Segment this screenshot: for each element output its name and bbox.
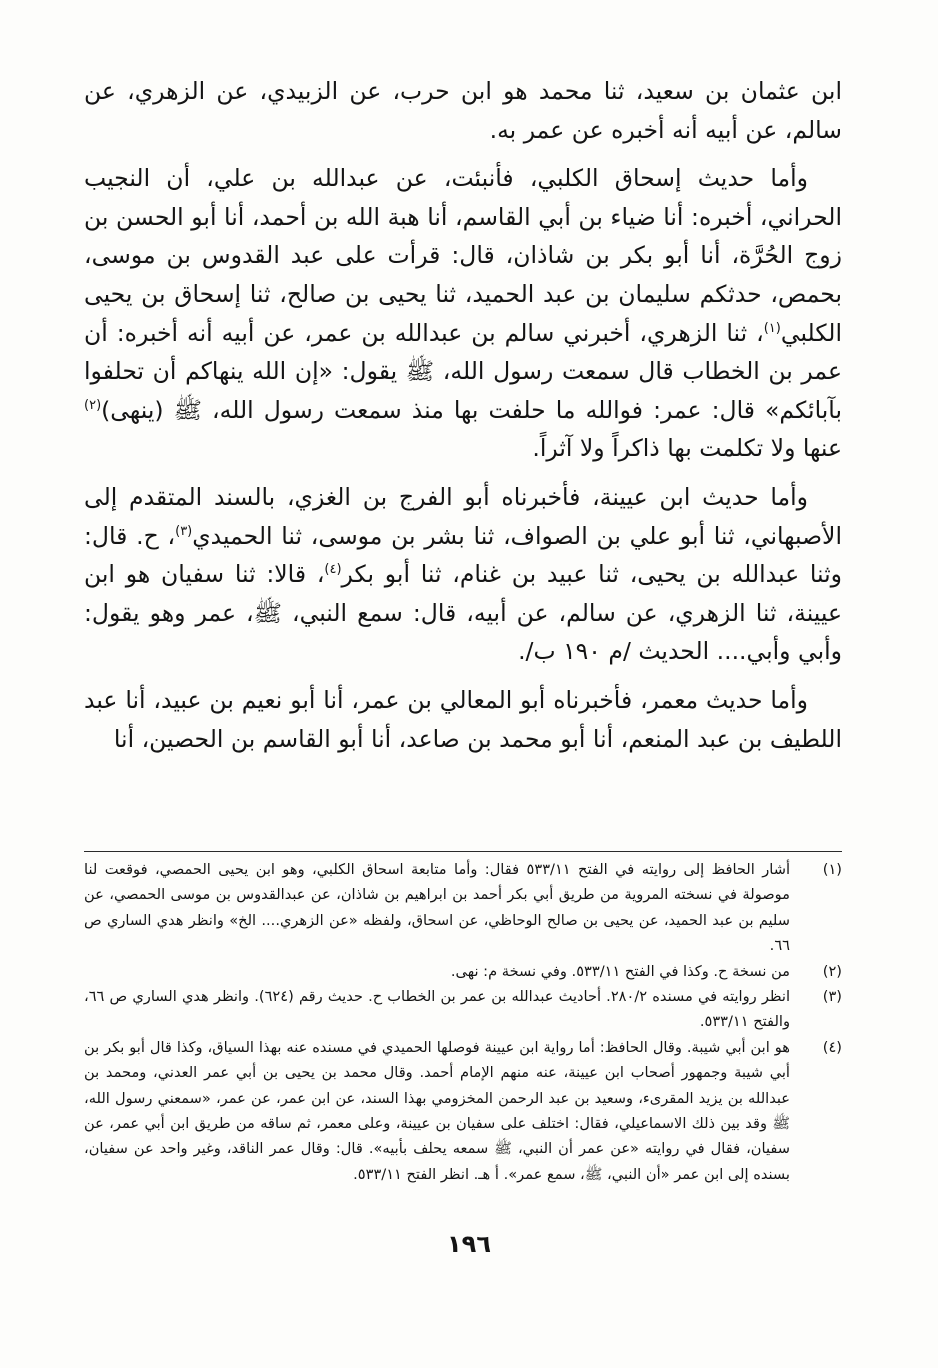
paragraph-text: ، ح. قال: وثنا عبدالله بن يحيى، ثنا عبيد بن غنام، ثنا أبو بكر: [84, 521, 842, 589]
footnote-2: [84, 959, 842, 984]
footnote-number: (٤): [822, 1038, 842, 1056]
footnote-4: [84, 1035, 842, 1187]
paragraph-text: ، قالا: ثنا سفيان هو ابن عيينة، ثنا الزهري، عن سالم، عن أبيه، قال: سمع النبي، ﷺ، عمر وهو يقول: وأبي وأبي.... الحديث /م ١٩٠ ب/.: [84, 560, 842, 666]
footnote-ref-1: (١): [763, 320, 781, 336]
footnote-1: [84, 857, 842, 959]
footnote-ref-3: (٣): [175, 523, 193, 539]
paragraph-4: [84, 681, 842, 758]
footnote-text: أشار الحافظ إلى روايته في الفتح ٥٣٣/١١ فقال: وأما متابعة اسحاق الكلبي، وهو ابن يحيى الحمصي، فوقعت لنا موصولة في نسخته المروية من طريق أبي بكر أحمد بن ابراهيم بن شاذان، عن عبدالقدوس بن موسى الحمصي، عن سليم بن عبد الحميد، عن يحيى بن صالح الوحاظي، عن اسحاق، ولفظه «عن الزهري.... الخ» وانظر هدي الساري ص ٦٦.: [84, 861, 790, 955]
paragraph-text: وأما حديث إسحاق الكلبي، فأنبئت، عن عبدالله بن علي، أن النجيب الحراني، أخبره: أنا ضياء بن أبي القاسم، أنا هبة الله بن أحمد، أنا أبو الحسن بن زوج الحُرَّة، أنا أبو بكر بن شاذان، قال: قرأت على عبد القدوس بن موسى، بحمص، حدثكم سليمان بن عبد الحميد، ثنا يحيى بن صالح، ثنا إسحاق بن يحيى الكلبي: [84, 164, 842, 347]
paragraph-3: [84, 478, 842, 671]
footnotes-section: [84, 857, 842, 1187]
paragraph-text: ابن عثمان بن سعيد، ثنا محمد هو ابن حرب، عن الزبيدي، عن الزهري، عن سالم، عن أبيه أنه أخبره عن عمر به.: [84, 77, 842, 144]
paragraph-text: وأما حديث ابن عيينة، فأخبرناه أبو الفرج بن الغزي، بالسند المتقدم إلى الأصبهاني، ثنا أبو علي بن الصواف، ثنا بشر بن موسى، ثنا الحميدي: [84, 482, 842, 550]
page-number: ١٩٦: [447, 1230, 491, 1258]
footnote-number: (١): [822, 861, 842, 878]
footnote-number: (٣): [822, 988, 842, 1006]
footnote-text: هو ابن أبي شيبة. وقال الحافظ: أما رواية ابن عيينة فوصلها الحميدي في مسنده عنه بهذا السياق، وكذا قال أبو بكر بن أبي شيبة وجمهور أصحاب ابن عيينة، عنه منهم الإمام أحمد. وقال محمد بن يحيى بن أبي عمر العدني، ومحمد بن عبدالله بن يزيد المقرىء، وسعيد بن عبد الرحمن المخزومي بهذا السند، عن ابن عمر، عن عمر، «سمعني رسول الله، ﷺ وقد بين ذلك الاسماعيلي، فقال: اختلف على سفيان بن عيينة، وعلى معمر، ثم ساقه من طريق ابن أبي عمر، عن سفيان، فقال في روايته «عن عمر أن النبي، ﷺ سمعه يحلف بأبيه». قال: وقال عمر الناقد، وغير واحد عن سفيان، بسنده إلى ابن عمر «أن النبي، ﷺ، سمع عمر». أ هـ. انظر الفتح ٥٣٣/١١.: [84, 1038, 790, 1183]
main-text-block: [84, 72, 842, 758]
paragraph-text: عنها ولا تكلمت بها ذاكراً ولا آثراً.: [532, 434, 842, 463]
footnote-ref-2: (٢): [84, 397, 102, 413]
footnote-3: [84, 984, 842, 1035]
footnote-number: (٢): [822, 962, 842, 980]
paragraph-1: [84, 72, 842, 149]
footnote-ref-4: (٤): [324, 562, 342, 578]
footnote-text: من نسخة ح. وكذا في الفتح ٥٣٣/١١. وفي نسخة م: نهى.: [450, 962, 790, 980]
paragraph-text: ، ثنا الزهري، أخبرني سالم بن عبدالله بن عمر، عن أبيه أنه أخبره: أن عمر بن الخطاب قال سمعت رسول الله، ﷺ يقول: «إن الله ينهاكم أن تحلفوا بآبائكم» قال: عمر: فوالله ما حلفت بها منذ سمعت رسول الله، ﷺ (ينهى): [84, 318, 842, 424]
footnote-text: انظر روايته في مسنده ٢٨٠/٢. أحاديث عبدالله بن عمر بن الخطاب ح. حديث رقم (٦٢٤). وانظر هدي الساري ص ٦٦، والفتح ٥٣٣/١١.: [84, 988, 790, 1031]
paragraph-2: [84, 159, 842, 468]
footnote-divider: [84, 851, 842, 852]
paragraph-text: وأما حديث معمر، فأخبرناه أبو المعالي بن عمر، أنا أبو نعيم بن عبيد، أنا عبد اللطيف بن عبد المنعم، أنا أبو محمد بن صاعد، أنا أبو القاسم بن الحصين، أنا: [84, 685, 842, 753]
